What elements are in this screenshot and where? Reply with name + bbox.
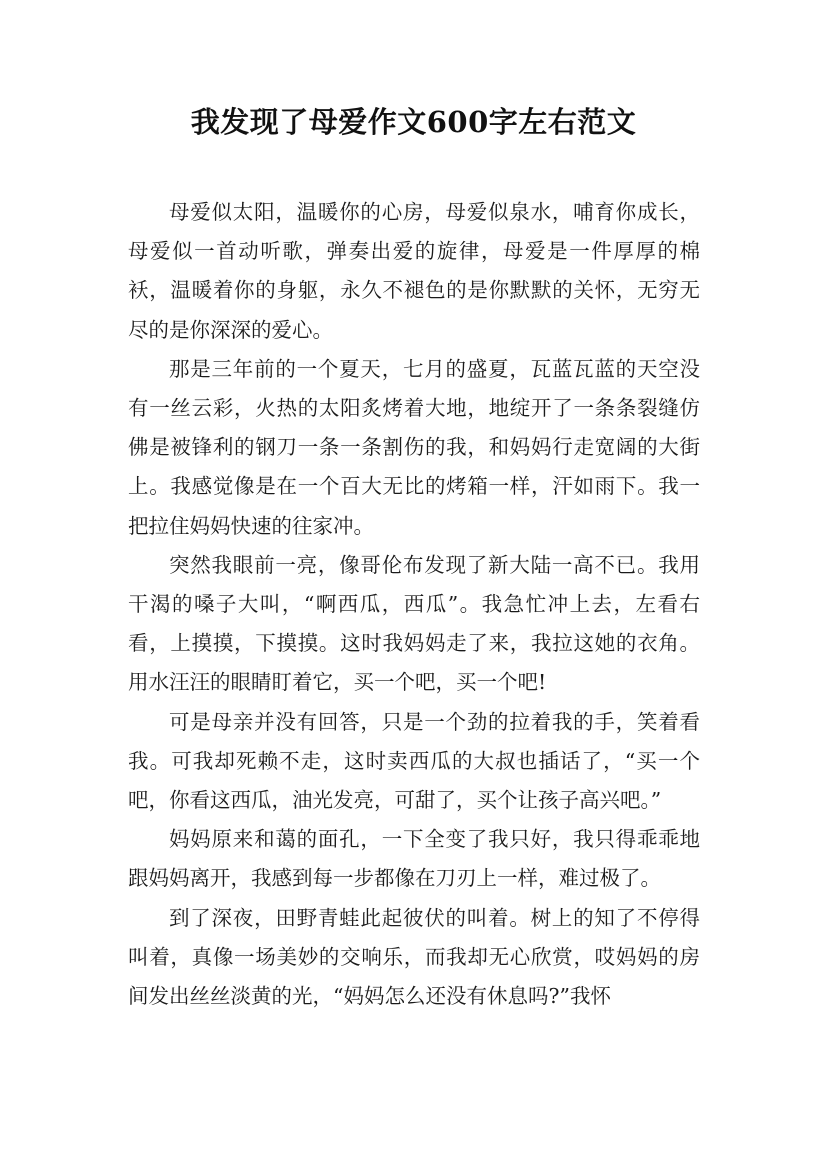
paragraph: 那是三年前的一个夏天，七月的盛夏，瓦蓝瓦蓝的天空没有一丝云彩，火热的太阳炙烤着大地，地绽开了一条条裂缝仿佛是被锋利的钢刀一条一条割伤的我，和妈妈行走宽阔的大街上。我感觉像是在一个百大无比的烤箱一样，汗如雨下。我一把拉住妈妈快速的往家冲。 <box>128 356 700 538</box>
paragraph: 可是母亲并没有回答，只是一个劲的拉着我的手，笑着看我。可我却死赖不走，这时卖西瓜的大叔也插话了，“买一个吧，你看这西瓜，油光发亮，可甜了，买个让孩子高兴吧。” <box>128 709 700 813</box>
paragraph: 妈妈原来和蔼的面孔，一下全变了我只好，我只得乖乖地跟妈妈离开，我感到每一步都像在刀刃上一样，难过极了。 <box>128 827 700 891</box>
paragraph: 突然我眼前一亮，像哥伦布发现了新大陆一高不已。我用干渴的嗓子大叫，“啊西瓜，西瓜”。我急忙冲上去，左看右看，上摸摸，下摸摸。这时我妈妈走了来，我拉这她的衣角。用水汪汪的眼睛盯着它，买一个吧，买一个吧! <box>128 552 700 695</box>
paragraph: 到了深夜，田野青蛙此起彼伏的叫着。树上的知了不停得叫着，真像一场美妙的交响乐，而我却无心欣赏，哎妈妈的房间发出丝丝淡黄的光，“妈妈怎么还没有休息吗?”我怀 <box>128 905 700 1009</box>
document-title: 我发现了母爱作文600字左右范文 <box>190 105 637 139</box>
paragraph: 母爱似太阳，温暖你的心房，母爱似泉水，哺育你成长，母爱似一首动听歌，弹奏出爱的旋律，母爱是一件厚厚的棉袄，温暖着你的身躯，永久不褪色的是你默默的关怀，无穷无尽的是你深深的爱心。 <box>128 200 700 342</box>
document-body <box>128 193 700 1016</box>
